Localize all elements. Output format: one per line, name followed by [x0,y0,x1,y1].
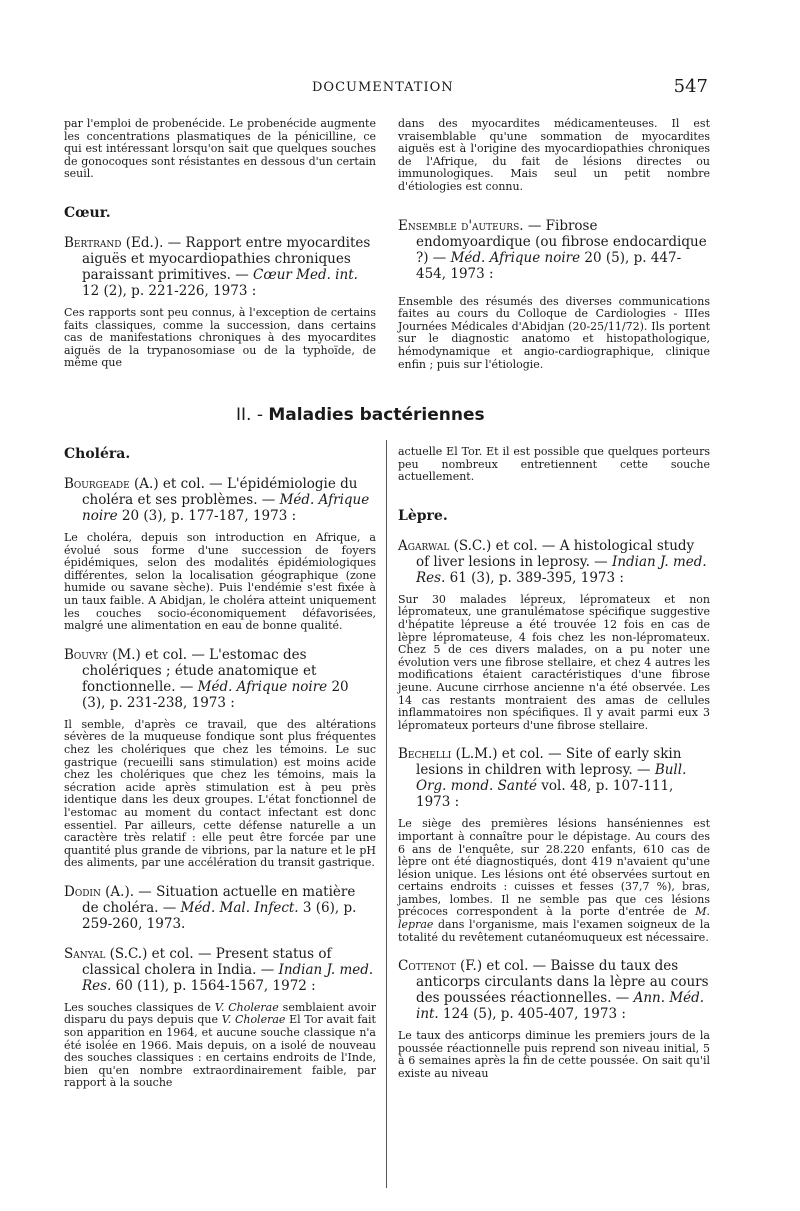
abstract-text: dans l'organisme, mais l'examen soigneux de la totalité du revêtement cutanéomuqueux est nécessaire. [398,918,710,944]
author: Bourgeade [64,476,130,492]
left-column [64,446,376,1090]
citation-bourgeade [64,476,376,524]
journal: Méd. Afrique noire [197,678,328,695]
citation-dodin [64,884,376,932]
citation-bechelli [398,746,710,810]
top-right-column [398,118,710,371]
citation-title: (Ed.). — Rapport entre myocardites aiguës et myocardiopathies chroniques paraissant primitives. — [82,234,371,283]
abstract-sanyal [64,1002,376,1090]
author: Cottenot [398,958,456,975]
right-column [398,446,710,1081]
abstract-ensemble-auteurs: Ensemble des résumés des diverses communications faites au cours du Colloque de Cardiologies - IIIes Journées Médicales d'Abidjan (20-25/11/72). Ils portent sur le diagnostic anatomo et histopathologique, hémodynamique et angio-cardiographique, clinique enfin ; puis sur l'étiologie. [398,294,710,371]
reference: 20 (3), p. 231-238, 1973 : [82,678,349,711]
heading-cholera: Choléra. [64,446,131,462]
heading-coeur: Cœur. [64,204,111,221]
abstract-agarwal: Sur 30 malades lépreux, lépromateux et non lépromateux, une granulématose spécifique suggestive d'hépatite lépreuse a été trouvée 12 fois en cas de lèpre lépromateuse, 4 fois chez les non-lépromateux. Chez 5 de ces divers malades, on a pu noter une évolution vers une fibrose stellaire, et chez 4 autres les modifications étaient caractéristiques d'une fibrose jeune. Aucune cirrhose ancienne n'a été observée. Les 14 cas restants montraient des amas de cellules inflammatoires non spécifiques. Il y avait parmi eux 3 lépromateux porteurs d'une fibrose stellaire. [398,592,710,732]
section-heading: Maladies bactériennes [268,405,485,425]
author: Bechelli [398,746,452,763]
reference: 12 (2), p. 221-226, 1973 : [82,282,257,299]
citation-title: (F.) et col. — Baisse du taux des anticorps circulants dans la lèpre au cours des poussées réactionnelles. — [416,958,709,1007]
journal: Bull. Org. mond. Santé [416,762,687,795]
citation-title: (L.M.) et col. — Site of early skin lesions in children with leprosy. — [416,746,682,779]
citation-agarwal [398,538,710,586]
author: Agarwal [398,537,450,554]
continued-abstract: dans des myocardites médicamenteuses. Il est vraisemblable qu'une sommation de myocardites aiguës est à l'origine des myocardiopathies chroniques de l'Afrique, du fait de lésions directes ou immunologiques. Mais seul un petit nombre d'étiologies est connu. [398,117,710,193]
abstract-bourgeade: Le choléra, depuis son introduction en Afrique, a évolué sous forme d'une succession de foyers épidémiques, selon des modalités épidémiologiques différentes, selon la localisation géographique (zone humide ou savane sèche). Puis l'endémie s'est fixée à un taux faible. A Abidjan, le choléra atteint uniquement les couches socio-économiquement défavorisées, malgré une alimentation en eau de bonne qualité. [64,531,376,633]
citation-title: (A.) et col. — L'épidémiologie du choléra et ses problèmes. — [82,476,358,508]
author: Bertrand [64,234,122,251]
citation-bouvry [64,647,376,711]
abstract-text: semblaient avoir disparu du pays depuis que [64,1000,377,1027]
top-left-column [64,118,376,370]
abstract-cottenot: Le taux des anticorps diminue les premiers jours de la poussée réactionnelle puis reprend son niveau initial, 5 à 6 semaines après la fin de cette poussée. On sait qu'il existe au niveau [398,1029,710,1081]
heading-lepre: Lèpre. [398,507,448,524]
page-header [64,76,708,100]
reference: 60 (11), p. 1564-1567, 1972 : [111,977,316,994]
section-number: II. - [236,405,269,425]
journal: Cœur Med. int. [253,266,358,283]
running-title: DOCUMENTATION [312,80,454,95]
citation-ensemble-auteurs [398,218,710,282]
journal: Méd. Afrique noire [450,249,581,266]
citation-title: (S.C.) et col. — A histological study of liver lesions in leprosy. — [416,537,695,570]
reference: 61 (3), p. 389-395, 1973 : [445,569,624,586]
species-name: V. Cholerae [221,1013,286,1027]
journal: Indian J. med. Res. [416,553,707,586]
abstract-text: Les souches classiques de [64,1000,215,1014]
abstract-text: El Tor avait fait son apparition en 1964, et aucune souche classique n'a été isolée en 1966. Mais depuis, on a isolé de nouveau des souches classiques : en certains endroits de l'Inde, bien qu'en nombre extraordinairement faible, par rapport à la souche [64,1013,376,1090]
citation-bertrand [64,235,376,299]
journal: Indian J. med. Res. [82,961,374,994]
author: Ensemble d'auteurs. [398,217,524,234]
journal: Méd. Mal. Infect. [180,899,299,916]
reference: vol. 48, p. 107-111, 1973 : [416,778,674,811]
author: Dodin [64,883,101,900]
section-title [236,405,576,425]
continued-abstract: actuelle El Tor. Et il est possible que quelques porteurs peu nombreux entretiennent cette souche actuellement. [398,445,710,484]
reference: 20 (5), p. 447-454, 1973 : [416,249,682,282]
citation-cottenot [398,958,710,1022]
citation-title: (A.). — Situation actuelle en matière de choléra. — [82,883,356,916]
reference: 124 (5), p. 405-407, 1973 : [438,1006,626,1023]
citation-title: (S.C.) et col. — Present status of classical cholera in India. — [82,945,332,978]
reference: 3 (6), p. 259-260, 1973. [82,899,357,932]
abstract-bouvry: Il semble, d'après ce travail, que des altérations sévères de la muqueuse fondique sont plus fréquentes chez les cholériques que chez les témoins. Le suc gastrique (recueilli sans stimulation) est moins acide chez les cholériques que chez les témoins, mais la sécration acide après stimulation est à peu près identique dans les deux groupes. L'état fonctionnel de l'estomac au moment du contact infectant est donc essentiel. Par ailleurs, cette défense naturelle a un caractère très relatif : elle peut être forcée par une quantité plus grande de vibrions, par la nature et le pH des aliments, par une accélération du transit gastrique. [64,717,376,870]
abstract-bertrand: Ces rapports sont peu connus, à l'exception de certains faits classiques, comme la succession, dans certains cas de manifestations chroniques à des myocardites aiguës de la trypanosomiase ou de la typhoïde, de même que [64,305,376,370]
species-name: M. leprae [398,905,710,932]
journal: Ann. Méd. int. [416,990,705,1023]
abstract-bechelli [398,818,710,944]
citation-title: (M.) et col. — L'estomac des cholériques ; étude anatomique et fonctionnelle. — [82,646,317,695]
author: Bouvry [64,646,108,663]
citation-sanyal [64,946,376,994]
journal: Méd. Afrique noire [82,492,370,524]
page-number: 547 [673,76,708,97]
column-divider [386,440,387,1188]
abstract-text: Le siège des premières lésions hanséniennes est important à connaître pour le dépistage. Au cours des 6 ans de l'enquête, sur 28.220 enfants, 610 cas de lèpre ont été diagnostiqués, dont 419 n'avaient qu'une lésion unique. Les lésions ont été observées surtout en certains endroits : cuisses et fesses (37,7 %), bras, jambes, lombes. Il ne semble pas que ces lésions précoces correspondent à la porte d'entrée de [398,817,710,919]
citation-title: — Fibrose endomyoardique (ou fibrose endocardique ?) — [416,217,707,266]
continued-abstract: par l'emploi de probenécide. Le probenécide augmente les concentrations plasmatiques de la pénicilline, ce qui est intéressant lorsqu'on sait que quelques souches de gonocoques sont résistantes en dessous d'un certain seuil. [64,117,376,181]
species-name: V. Cholerae [214,1000,279,1014]
author: Sanyal [64,945,106,962]
reference: 20 (3), p. 177-187, 1973 : [117,508,297,524]
